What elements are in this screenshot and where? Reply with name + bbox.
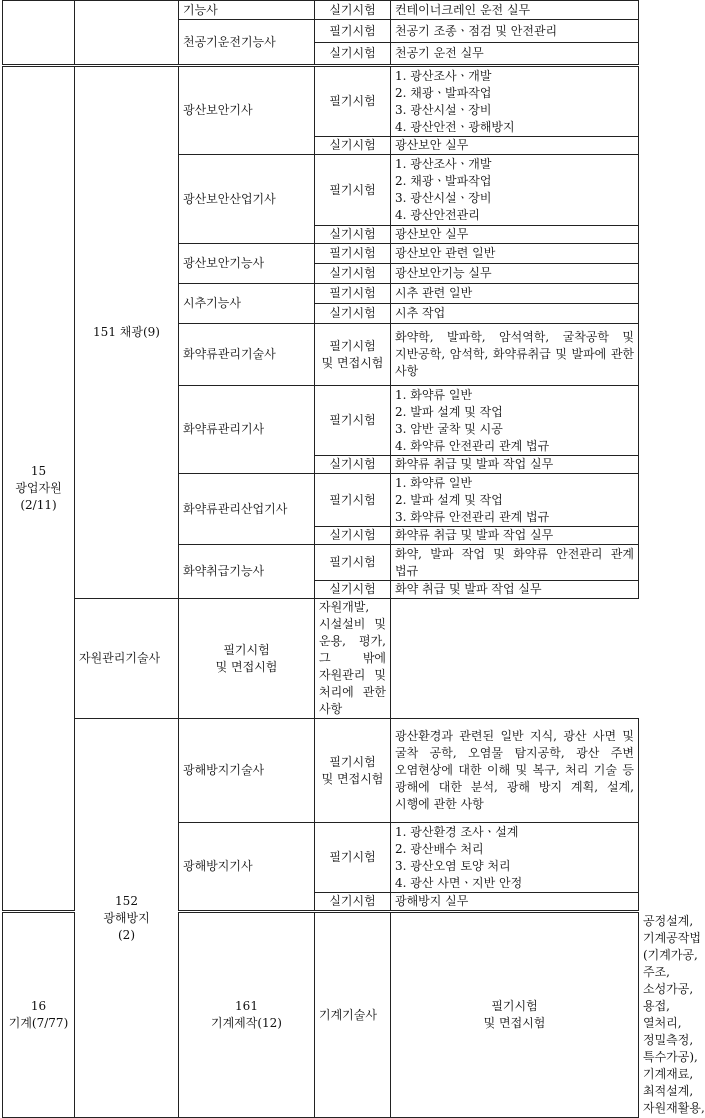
qualification-name: 광해방지기사 xyxy=(179,823,315,912)
qualification-name: 천공기운전기능사 xyxy=(179,20,315,66)
exam-type: 필기시험 xyxy=(315,20,391,43)
qualification-table xyxy=(2,0,705,1118)
qualification-name: 기능사 xyxy=(179,1,315,20)
exam-type xyxy=(315,324,391,386)
exam-subjects: 화약학, 발파학, 암석역학, 굴착공학 및 지반공학, 암석학, 화약류취급 및 발파에 관한 사항 xyxy=(391,324,639,386)
exam-subjects: 화약류 취급 및 발파 작업 실무 xyxy=(391,456,639,474)
text-line: 4. 화약류 안전관리 관계 법규 xyxy=(395,438,550,453)
category-cell xyxy=(3,1,75,66)
exam-type xyxy=(391,912,639,1118)
exam-type: 필기시험 xyxy=(315,155,391,226)
exam-subjects: 화약류 취급 및 발파 작업 실무 xyxy=(391,527,639,545)
text-line: (2/11) xyxy=(20,498,57,512)
exam-subjects: 컨테이너크레인 운전 실무 xyxy=(391,1,639,20)
text-line: 및 면접시험 xyxy=(321,771,384,786)
text-line: 필기시험 xyxy=(329,754,376,769)
text-line: 2. 발파 설계 및 작업 xyxy=(395,404,503,419)
qualification-name: 기계기술사 xyxy=(315,912,391,1118)
text-line: 3. 화약류 안전관리 관계 법규 xyxy=(395,509,550,524)
text-line: 2. 채광ㆍ발파작업 xyxy=(395,174,492,188)
subcategory-mine-reclamation xyxy=(75,719,179,1118)
exam-subjects: 광산환경과 관련된 일반 지식, 광산 사면 및 굴착 공학, 오염물 탐지공학, 광산 주변 오염현상에 대한 이해 및 복구, 처리 기술 등 광해에 대한 분석, 광해 방지 계획, 설계, 시행에 관한 사항 xyxy=(391,719,639,823)
exam-type: 필기시험 xyxy=(315,244,391,264)
qualification-name: 자원관리기술사 xyxy=(75,599,179,719)
exam-subjects xyxy=(391,474,639,527)
text-line: (2) xyxy=(118,927,135,942)
text-line: 15 xyxy=(30,464,47,478)
qualification-name: 광산보안기사 xyxy=(179,66,315,155)
qualification-name: 화약류관리기사 xyxy=(179,386,315,474)
subcategory-mining: 151 채광(9) xyxy=(75,66,179,599)
category-mining-resources xyxy=(3,66,75,912)
exam-subjects: 천공기 운전 실무 xyxy=(391,43,639,66)
exam-subjects: 광산보안 관련 일반 xyxy=(391,244,639,264)
exam-type: 실기시험 xyxy=(315,226,391,244)
exam-type: 실기시험 xyxy=(315,43,391,66)
exam-subjects xyxy=(391,66,639,137)
text-line: 3. 광산시설ㆍ장비 xyxy=(395,102,492,117)
text-line: 4. 광산 사면ㆍ지반 안정 xyxy=(395,875,523,890)
exam-subjects: 광해방지 실무 xyxy=(391,893,639,912)
text-line: 광해방지 xyxy=(103,910,150,925)
text-line: 필기시험 xyxy=(491,999,538,1013)
table-row xyxy=(3,599,639,719)
qualification-name: 화약취급기능사 xyxy=(179,545,315,599)
text-line: 광업자원 xyxy=(15,481,62,495)
exam-type: 필기시험 xyxy=(315,386,391,456)
text-line: 기계제작(12) xyxy=(210,1016,282,1030)
exam-subjects: 시추 관련 일반 xyxy=(391,284,639,304)
category-machinery xyxy=(3,912,75,1118)
text-line: 1. 광산환경 조사ㆍ설계 xyxy=(395,824,519,839)
exam-subjects: 광산보안 실무 xyxy=(391,137,639,155)
qualification-name: 시추기능사 xyxy=(179,284,315,324)
text-line: 4. 광산안전관리 xyxy=(395,208,480,222)
qualification-name: 광해방지기술사 xyxy=(179,719,315,823)
exam-subjects xyxy=(391,386,639,456)
exam-subjects: 화약, 발파 작업 및 화약류 안전관리 관계 법규 xyxy=(391,545,639,581)
exam-type: 필기시험 xyxy=(315,66,391,137)
exam-type: 필기시험 xyxy=(315,545,391,581)
text-line: 및 면접시험 xyxy=(215,659,278,674)
exam-subjects: 천공기 조종ㆍ점검 및 안전관리 xyxy=(391,20,639,43)
text-line: 및 면접시험 xyxy=(483,1016,546,1030)
subcategory-machine-manufacturing xyxy=(179,912,315,1118)
qualification-name: 광산보안기능사 xyxy=(179,244,315,284)
subcategory-cell xyxy=(75,1,179,66)
exam-subjects xyxy=(391,823,639,893)
text-line: 1. 광산조사ㆍ개발 xyxy=(395,157,492,171)
exam-type: 필기시험 xyxy=(315,823,391,893)
exam-subjects: 자원개발, 시설설비 및 운용, 평가, 그 밖에 자원관리 및 처리에 관한 사항 xyxy=(315,599,391,719)
exam-subjects xyxy=(391,155,639,226)
text-line: 3. 광산오염 토양 처리 xyxy=(395,858,511,873)
exam-type: 실기시험 xyxy=(315,581,391,599)
text-line: 4. 광산안전ㆍ광해방지 xyxy=(395,119,515,134)
text-line: 2. 발파 설계 및 작업 xyxy=(395,492,503,507)
exam-type: 실기시험 xyxy=(315,527,391,545)
exam-type: 필기시험 xyxy=(315,474,391,527)
text-line: 1. 광산조사ㆍ개발 xyxy=(395,68,492,83)
text-line: 2. 채광ㆍ발파작업 xyxy=(395,85,492,100)
text-line: 152 xyxy=(115,893,138,908)
text-line: 1. 화약류 일반 xyxy=(395,387,473,402)
exam-type: 실기시험 xyxy=(315,456,391,474)
exam-type: 실기시험 xyxy=(315,893,391,912)
exam-type xyxy=(179,599,315,719)
exam-subjects: 시추 작업 xyxy=(391,304,639,324)
table-row: 16 기계(7/77) 161 기계제작(12) 기계기술사 필기시험 및 면접시험 공정설계, 기계공작법(기계가공, 주조, 소성가공, 용접, 열처리, 정밀측정, 특수가공), 기계재료, 최적설계, 자원재활용, xyxy=(3,912,639,1118)
qualification-name: 광산보안산업기사 xyxy=(179,155,315,244)
exam-subjects: 광산보안 실무 xyxy=(391,226,639,244)
exam-type: 필기시험 xyxy=(315,284,391,304)
text-line: 필기시험 xyxy=(223,642,270,657)
text-line: 기계(7/77) xyxy=(8,1016,69,1030)
text-line: 16 xyxy=(30,999,47,1013)
text-line: 필기시험 xyxy=(329,338,376,353)
exam-type: 실기시험 xyxy=(315,1,391,20)
text-line: 및 면접시험 xyxy=(321,355,384,370)
table-row xyxy=(3,719,639,823)
exam-type: 실기시험 xyxy=(315,264,391,284)
text-line: 3. 광산시설ㆍ장비 xyxy=(395,191,492,205)
exam-type: 실기시험 xyxy=(315,137,391,155)
exam-type: 실기시험 xyxy=(315,304,391,324)
table-row xyxy=(3,1,639,20)
exam-type xyxy=(315,719,391,823)
qualification-name: 화약류관리기술사 xyxy=(179,324,315,386)
exam-subjects: 광산보안기능 실무 xyxy=(391,264,639,284)
text-line: 161 xyxy=(235,999,258,1013)
text-line: 2. 광산배수 처리 xyxy=(395,841,484,856)
exam-subjects: 화약 취급 및 발파 작업 실무 xyxy=(391,581,639,599)
qualification-name: 화약류관리산업기사 xyxy=(179,474,315,545)
text-line: 3. 암반 굴착 및 시공 xyxy=(395,421,503,436)
table-row xyxy=(3,66,639,137)
text-line: 1. 화약류 일반 xyxy=(395,475,473,490)
